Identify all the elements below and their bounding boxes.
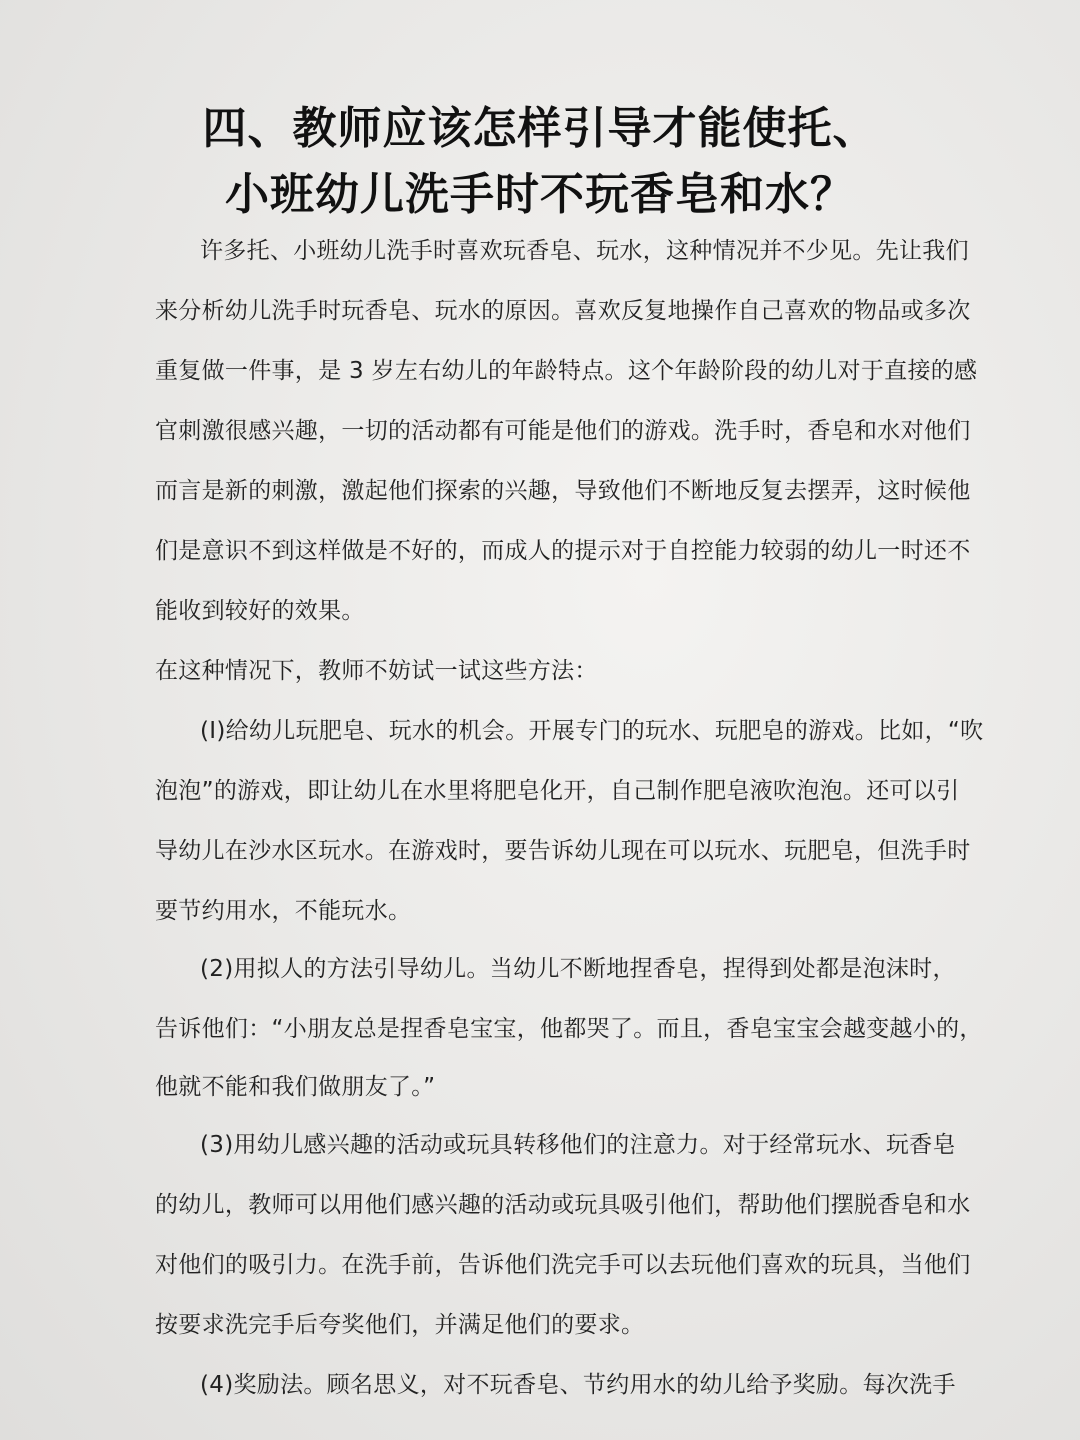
title-line-1: 四、教师应该怎样引导才能使托、	[202, 103, 878, 154]
title-line-2: 小班幼儿洗手时不玩香皂和水？	[225, 169, 855, 220]
method1-line: 导幼儿在沙水区玩水。在游戏时，要告诉幼儿现在可以玩水、玩肥皂，但洗手时	[155, 838, 971, 864]
method3-line: 对他们的吸引力。在洗手前，告诉他们洗完手可以去玩他们喜欢的玩具，当他们	[155, 1252, 971, 1278]
intro-line: 能收到较好的效果。	[155, 598, 365, 624]
method3-line: (3)用幼儿感兴趣的活动或玩具转移他们的注意力。对于经常玩水、玩香皂	[200, 1132, 956, 1158]
intro-line: 们是意识不到这样做是不好的，而成人的提示对于自控能力较弱的幼儿一时还不	[155, 538, 971, 564]
methods-intro: 在这种情况下，教师不妨试一试这些方法：	[155, 658, 598, 684]
intro-line: 许多托、小班幼儿洗手时喜欢玩香皂、玩水，这种情况并不少见。先让我们	[200, 238, 969, 264]
method2-line: 他就不能和我们做朋友了。”	[155, 1074, 436, 1100]
method2-line: (2)用拟人的方法引导幼儿。当幼儿不断地捏香皂，捏得到处都是泡沫时，	[200, 956, 956, 982]
intro-line: 重复做一件事，是 3 岁左右幼儿的年龄特点。这个年龄阶段的幼儿对于直接的感	[155, 358, 978, 384]
method1-line: (I)给幼儿玩肥皂、玩水的机会。开展专门的玩水、玩肥皂的游戏。比如，“吹	[200, 718, 984, 744]
method2-line: 告诉他们：“小朋友总是捏香皂宝宝，他都哭了。而且，香皂宝宝会越变越小的，	[155, 1016, 983, 1042]
method3-line: 按要求洗完手后夸奖他们，并满足他们的要求。	[155, 1312, 645, 1338]
method1-line: 要节约用水，不能玩水。	[155, 898, 412, 924]
method1-line: 泡泡”的游戏，即让幼儿在水里将肥皂化开，自己制作肥皂液吹泡泡。还可以引	[155, 778, 960, 804]
method3-line: 的幼儿，教师可以用他们感兴趣的活动或玩具吸引他们，帮助他们摆脱香皂和水	[155, 1192, 971, 1218]
intro-line: 而言是新的刺激，激起他们探索的兴趣，导致他们不断地反复去摆弄，这时候他	[155, 478, 971, 504]
intro-line: 来分析幼儿洗手时玩香皂、玩水的原因。喜欢反复地操作自己喜欢的物品或多次	[155, 298, 971, 324]
method4-line: (4)奖励法。顾名思义，对不玩香皂、节约用水的幼儿给予奖励。每次洗手	[200, 1372, 956, 1398]
intro-line: 官刺激很感兴趣，一切的活动都有可能是他们的游戏。洗手时，香皂和水对他们	[155, 418, 971, 444]
